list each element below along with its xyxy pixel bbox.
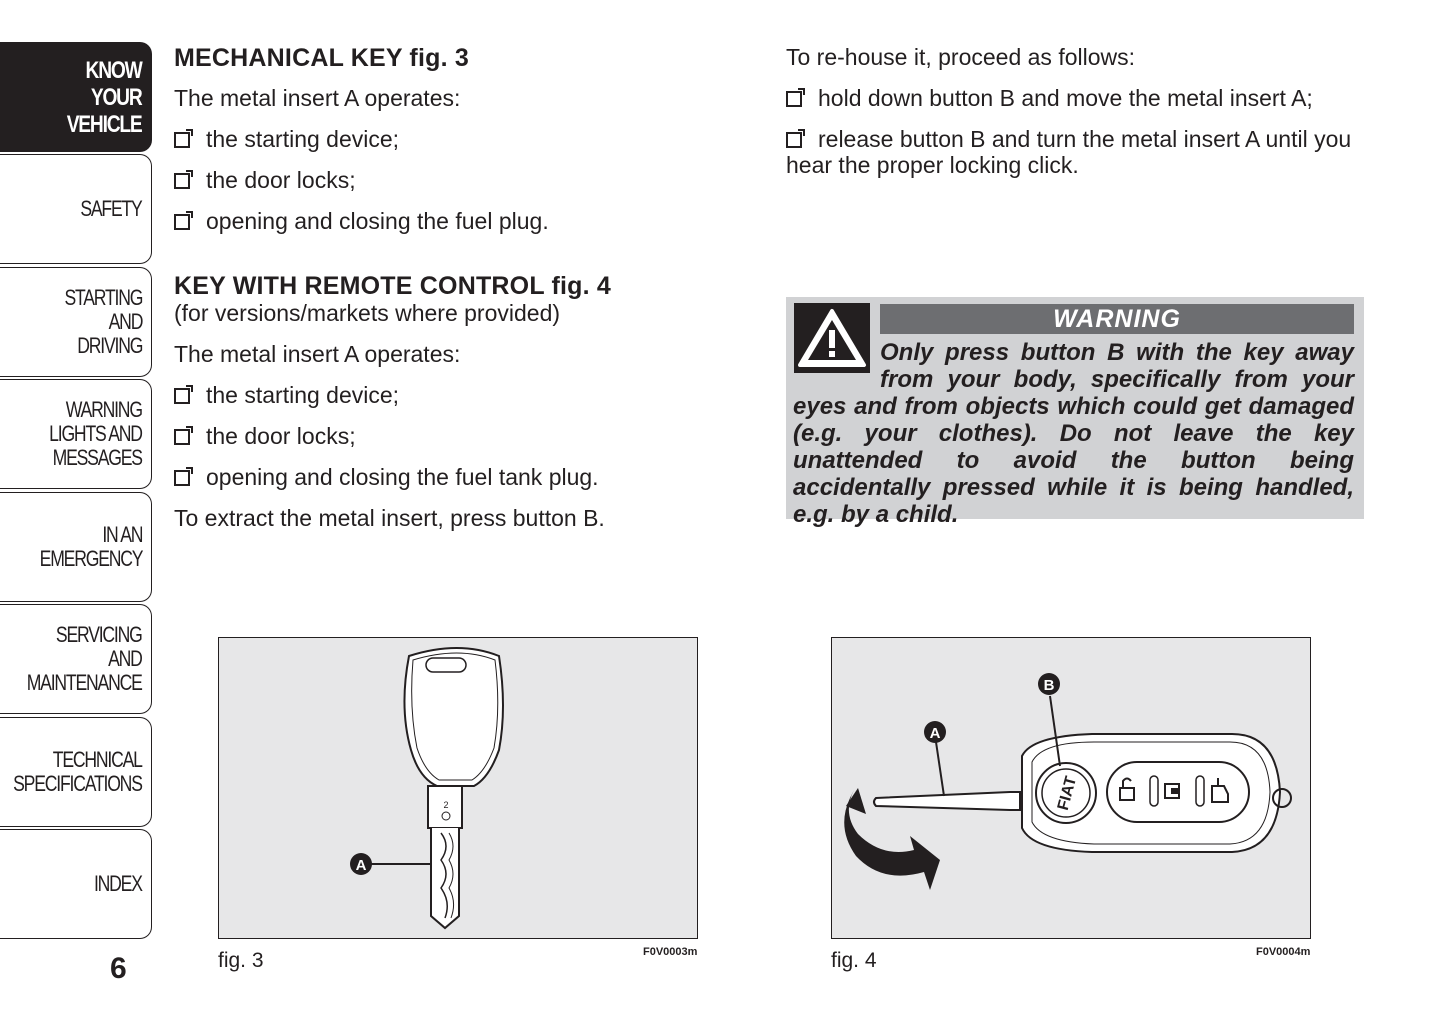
list-item [174, 208, 734, 234]
checkbox-bullet-icon [174, 429, 190, 445]
list-item [174, 126, 734, 152]
list-item [786, 126, 1366, 178]
mechanical-key-illustration [219, 638, 697, 938]
list-item-text: the starting device; [206, 126, 400, 152]
figure-3-code: F0V0003m [643, 946, 698, 958]
tab-safety[interactable] [0, 154, 152, 264]
list-item [786, 85, 1366, 111]
mechanical-key-heading: MECHANICAL KEY fig. 3 [174, 44, 469, 72]
list-item-text: the door locks; [206, 423, 356, 449]
tab-warning-lights[interactable] [0, 379, 152, 489]
checkbox-bullet-icon [786, 91, 802, 107]
checkbox-bullet-icon [174, 132, 190, 148]
page-number: 6 [110, 952, 127, 985]
callout-a: A [355, 857, 367, 874]
remote-key-illustration [832, 638, 1310, 938]
tab-label: SAFETY [80, 196, 142, 221]
extract-instruction: To extract the metal insert, press button B. [174, 505, 605, 531]
remote-intro: The metal insert A operates: [174, 341, 461, 367]
tab-servicing[interactable] [0, 604, 152, 714]
figure-4 [831, 637, 1311, 939]
tab-label: IN AN EMERGENCY [39, 522, 142, 571]
callout-a: A [929, 725, 941, 742]
tab-label: WARNING LIGHTS AND MESSAGES [49, 397, 142, 470]
list-item [174, 423, 734, 449]
fiat-logo: FIAT [1054, 774, 1081, 813]
tab-label: KNOW YOUR VEHICLE [67, 56, 142, 138]
list-item-text: the door locks; [206, 167, 356, 193]
checkbox-bullet-icon [174, 214, 190, 230]
list-item [174, 464, 734, 490]
remote-subheading: (for versions/markets where provided) [174, 300, 561, 326]
list-item-text: the starting device; [206, 382, 400, 408]
list-item-text: hold down button B and move the metal insert A; [818, 85, 1313, 111]
callout-b: B [1043, 677, 1055, 694]
list-item [174, 382, 734, 408]
left-column [174, 44, 734, 531]
figure-4-code: F0V0004m [1256, 946, 1311, 958]
figure-3-caption: fig. 3 [218, 949, 264, 972]
checkbox-bullet-icon [174, 388, 190, 404]
list-item [174, 167, 734, 193]
tab-index[interactable] [0, 829, 152, 939]
list-item-text: opening and closing the fuel tank plug. [206, 464, 599, 490]
rehouse-intro: To re-house it, proceed as follows: [786, 44, 1136, 70]
figure-3 [218, 637, 698, 939]
remote-key-heading: KEY WITH REMOTE CONTROL fig. 4 [174, 272, 612, 300]
key-number: 2 [443, 800, 449, 810]
list-item-text: release button B and turn the metal insert A until you hear the proper locking click. [786, 126, 1352, 178]
tab-label: STARTING AND DRIVING [64, 285, 142, 358]
figure-4-caption: fig. 4 [831, 949, 877, 972]
warning-text [793, 339, 1354, 528]
tab-label: INDEX [94, 871, 142, 896]
warning-box [786, 297, 1364, 528]
right-column [786, 44, 1366, 178]
list-item-text: opening and closing the fuel plug. [206, 208, 549, 234]
checkbox-bullet-icon [174, 173, 190, 189]
tab-starting-and-driving[interactable] [0, 267, 152, 377]
checkbox-bullet-icon [786, 132, 802, 148]
mech-intro: The metal insert A operates: [174, 85, 461, 111]
warning-title: WARNING [880, 304, 1354, 334]
tab-in-an-emergency[interactable] [0, 492, 152, 602]
warning-text-content: Only press button B with the key away from your body, specifically from your eyes and from objects which could get damaged (e.g. your clothes). Do not leave the key unattended to avoid the button being accidentally pressed while it is being handled, e.g. by a child. [793, 339, 1354, 528]
tab-label: TECHNICAL SPECIFICATIONS [13, 747, 143, 796]
checkbox-bullet-icon [174, 470, 190, 486]
tab-know-your-vehicle[interactable] [0, 42, 152, 152]
tab-label: SERVICING AND MAINTENANCE [27, 622, 142, 695]
tab-technical-specifications[interactable] [0, 717, 152, 827]
